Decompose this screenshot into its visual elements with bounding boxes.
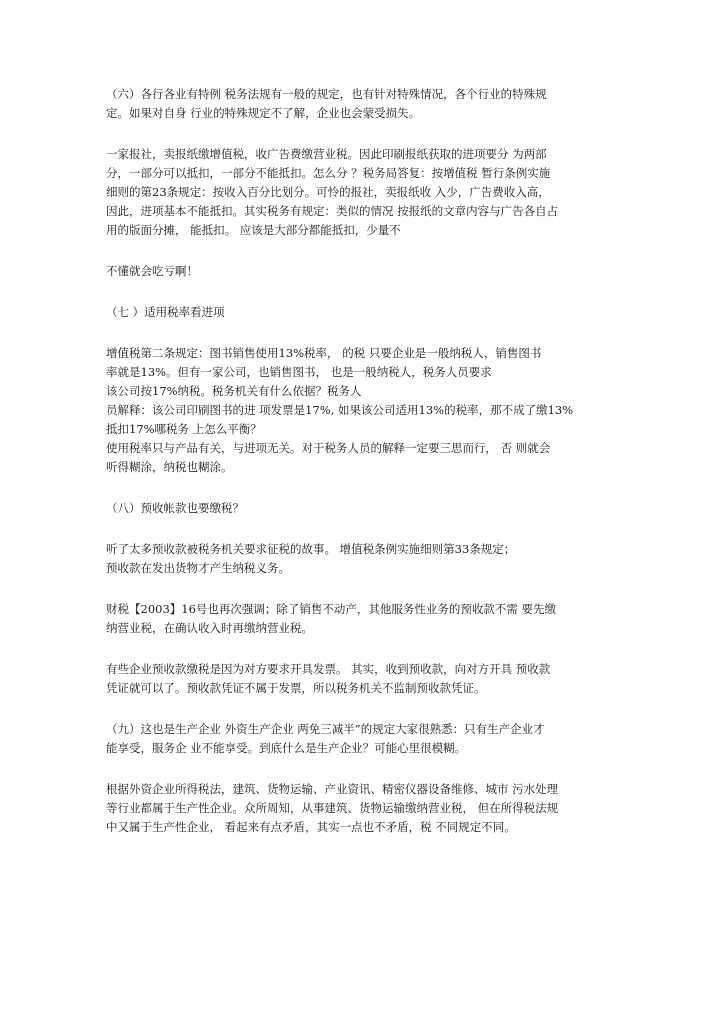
- text-line: 该公司按17%纳税。税务机关有什么依据？税务人: [106, 384, 362, 398]
- text-line: 能享受，服务企 业不能享受。到底什么是生产企业？可能心里很模糊。: [106, 741, 467, 755]
- text-line: 中又属于生产性企业， 看起来有点矛盾，其实一点也不矛盾，税 不同规定不同。: [106, 820, 516, 834]
- text-line: 定。如果对自身 行业的特殊规定不了解，企业也会蒙受损失。: [106, 106, 421, 120]
- text-line: 用的版面分摊， 能抵扣。 应该是大部分都能抵扣，少量不: [106, 223, 401, 237]
- text-line: 细则的第23条规定：按收入百分比划分。可怜的报社，卖报纸收 入少，广告费收入高，: [106, 185, 550, 199]
- section-7-heading: [106, 303, 618, 322]
- text-line: 增值税第二条规定：图书销售使用13%税率， 的税 只要企业是一般纳税人，销售图书: [106, 346, 542, 360]
- text-line: 财税【2003】16号也再次强调；除了销售不动产，其他服务性业务的预收款不需 要先缴: [106, 602, 557, 616]
- text-line: 等行业都属于生产性企业。众所周知，从事建筑、货物运输缴纳营业税， 但在所得税法规: [106, 801, 559, 815]
- text-line: （九）这也是生产企业 外资生产企业 两免三减半”的规定大家很熟悉：只有生产企业才: [106, 722, 545, 736]
- paragraph-caishui-2003: [106, 600, 618, 638]
- paragraph-section-6: [106, 85, 618, 123]
- text-line: 凭证就可以了。预收款凭证不属于发票，所以税务机关不监制预收款凭证。: [106, 681, 486, 695]
- text-line: 根据外资企业所得税法，建筑、货物运输、产业资讯、精密仪器设备维修、城市 污水处理: [106, 782, 559, 796]
- text-line: 分，一部分可以抵扣，一部分不能抵扣。怎么分 ？税务局答复：按增值税 暂行条例实施: [106, 166, 551, 180]
- paragraph-prepayment-rule: [106, 540, 618, 578]
- paragraph-prepayment-invoice: [106, 660, 618, 698]
- text-line: 听了太多预收款被税务机关要求征税的故事。 增值税条例实施细则第33条规定；: [106, 542, 516, 556]
- text-line: 员解释：该公司印刷图书的进 项发票是17%, 如果该公司适用13%的税率，那不成了缴13%: [106, 403, 574, 417]
- text-line: （六）各行各业有特例 税务法规有一般的规定，也有针对特殊情况，各个行业的特殊规: [106, 87, 547, 101]
- text-line: 率就是13%。但有一家公司，也销售图书， 也是一般纳税人，税务人员要求: [106, 365, 492, 379]
- paragraph-newspaper-conclusion: [106, 262, 618, 281]
- paragraph-section-9: [106, 720, 618, 758]
- paragraph-foreign-enterprise: [106, 780, 618, 837]
- text-line: 一家报社，卖报纸缴增值税，收广告费缴营业税。因此印刷报纸获取的进项要分 为两部: [106, 147, 547, 161]
- text-line: 因此，进项基本不能抵扣。其实税务有规定：类似的情况 按报纸的文章内容与广告各自占: [106, 204, 559, 218]
- text-line: 预收款在发出货物才产生纳税义务。: [106, 561, 290, 575]
- document-body: [106, 85, 618, 837]
- text-line: 抵扣17%哪税务 上怎么平衡？: [106, 422, 262, 436]
- text-line: 不懂就会吃亏啊！: [106, 264, 198, 278]
- text-line: 有些企业预收款缴税是因为对方要求开具发票。 其实，收到预收款，向对方开具 预收款: [106, 662, 551, 676]
- text-line: 纳营业税，在确认收入时再缴纳营业税。: [106, 621, 313, 635]
- paragraph-vat-rate-case: [106, 344, 618, 477]
- section-8-heading: [106, 499, 618, 518]
- text-line: 听得糊涂，纳税也糊涂。: [106, 460, 233, 474]
- paragraph-newspaper-case: [106, 145, 618, 240]
- text-line: （七 ）适用税率看进项: [106, 305, 225, 319]
- text-line: （八）预收帐款也要缴税？: [106, 501, 244, 515]
- text-line: 使用税率只与产品有关，与进项无关。对于税务人员的解释一定要三思而行， 否 则就会: [106, 441, 551, 455]
